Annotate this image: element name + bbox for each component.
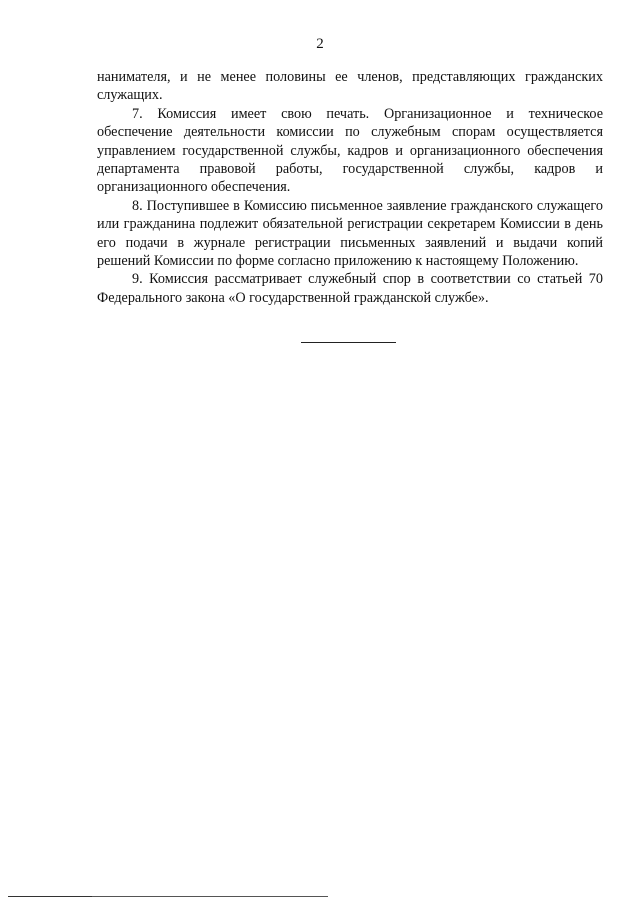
scan-artifact-line bbox=[92, 896, 328, 897]
page-number: 2 bbox=[316, 36, 324, 52]
paragraph-continuation: нанимателя, и не менее половины ее членов, представляющих гражданских служащих. bbox=[97, 69, 603, 104]
paragraph-7: 7. Комиссия имеет свою печать. Организационное и техническое обеспечение деятельности комиссии по служебным спорам осуществляется управлением государственной службы, кадров и организационного обеспечения департамента правовой работы, государственной службы, кадров и организационного обеспечения. bbox=[97, 105, 603, 196]
paragraph-9: 9. Комиссия рассматривает служебный спор в соответствии со статьей 70 Федерального закона «О государственной гражданской службе». bbox=[97, 271, 603, 306]
document-body bbox=[97, 68, 603, 307]
end-of-document-divider bbox=[301, 342, 396, 343]
paragraph-8: 8. Поступившее в Комиссию письменное заявление гражданского служащего или гражданина подлежит обязательной регистрации секретарем Комиссии в день его подачи в журнале регистрации письменных заявлений и выдачи копий решений Комиссии по форме согласно приложению к настоящему Положению. bbox=[97, 197, 603, 270]
scan-artifact-line bbox=[8, 896, 92, 897]
